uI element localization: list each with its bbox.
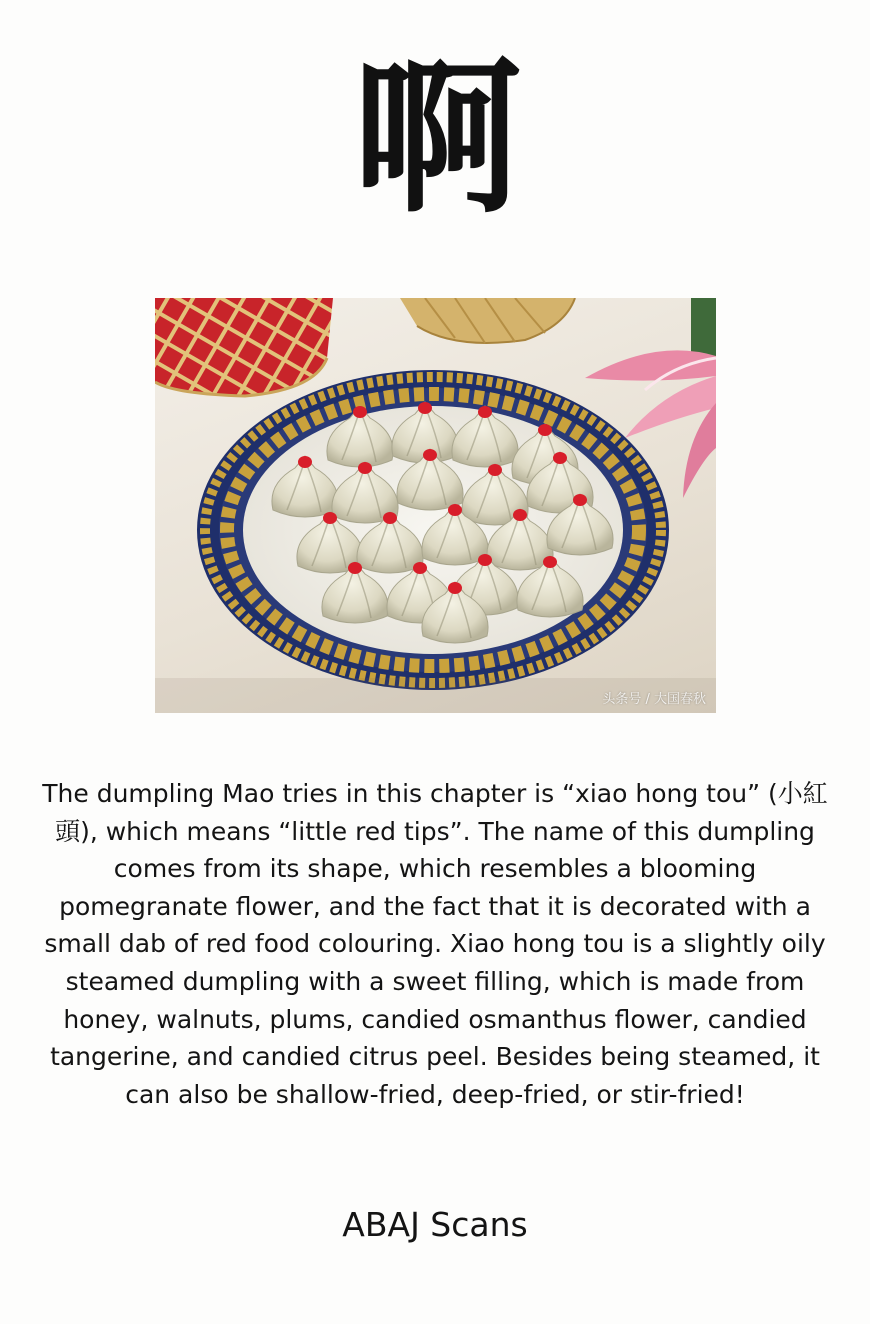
title-glyph: 啊 — [353, 40, 517, 236]
dumpling-plate-illustration — [155, 298, 716, 713]
scanlation-credit: ABAJ Scans — [342, 1205, 528, 1244]
photo-watermark: 头条号 / 大国春秋 — [602, 692, 706, 707]
basket-right — [400, 298, 575, 343]
dumpling-photo — [155, 298, 716, 713]
basket-left — [155, 298, 333, 396]
caption-text: The dumpling Mao tries in this chapter is “xiao hong tou” (小紅頭), which means “little red tips”. The name of this dumpling comes from its shape, which resembles a blooming pomegranate flower, and the fact that it is decorated with a small dab of red food colouring. Xiao hong tou is a slightly oily steamed dumpling with a sweet filling, which is made from honey, walnuts, plums, candied osmanthus flower, candied tangerine, and candied citrus peel. Besides being steamed, it can also be shallow-fried, deep-fried, or stir-fried! — [42, 779, 828, 1109]
